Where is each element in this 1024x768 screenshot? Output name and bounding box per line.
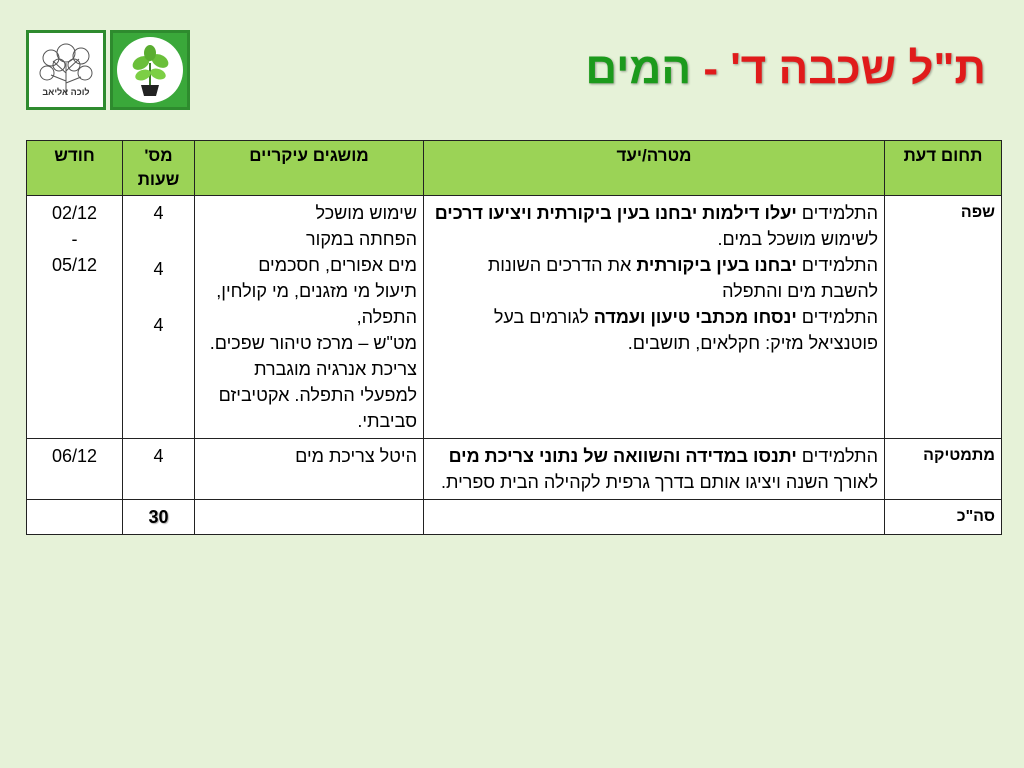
total-empty-goal [424,500,885,535]
hours-value: 4 [153,259,164,279]
title-topic: המים [585,44,692,93]
concept-item: שימוש מושכל [315,203,417,223]
cell-hours [123,196,195,439]
cell-goal [424,196,885,439]
concept-item: צריכת אנרגיה מוגברת למפעלי התפלה. אקטיביזם סביבתי. [218,359,417,431]
goal-item: התלמידים ינסחו מכתבי טיעון ועמדה לגורמים בעל פוטנציאל מזיק: חקלאים, תושבים. [493,307,878,353]
page-title [585,44,986,94]
goal-item: התלמידים יתנסו במדידה והשוואה של נתוני צריכת מים לאורך השנה ויציגו אותם בדרך גרפית לקהילה הבית ספרית. [441,446,878,492]
month-end: 05/12 [51,255,98,275]
total-hours-cell [123,500,195,535]
header-concepts: מושגים עיקריים [195,141,424,196]
curriculum-table [26,140,1002,535]
school-logo-caption: לוכה אליאב [42,87,90,97]
cell-goal [424,439,885,500]
hours-value: 4 [153,315,164,335]
header-month: חודש [27,141,123,196]
total-empty-month [27,500,123,535]
month-start: 02/12 [51,203,98,223]
header-subject: תחום דעת [885,141,1002,196]
potted-plant-icon [113,33,187,107]
table-row [27,196,1002,439]
concept-item: הפחתה במקור [306,229,417,249]
cell-concepts [195,196,424,439]
cell-month [27,196,123,439]
plant-logo [110,30,190,110]
concept-item: מט"ש – מרכז טיהור שפכים. [209,333,417,353]
cell-subject: שפה [885,196,1002,439]
total-hours: 30 [148,507,169,527]
table-total-row [27,500,1002,535]
concept-item: היטל צריכת מים [295,446,417,466]
month-separator: - [71,229,78,249]
header-goal: מטרה/יעד [424,141,885,196]
cell-hours: 4 [123,439,195,500]
goal-item: התלמידים יבחנו בעין ביקורתית את הדרכים השונות להשבת מים והתפלה [487,255,878,301]
school-logo [26,30,106,110]
cell-month: 06/12 [27,439,123,500]
goal-item: התלמידים יעלו דילמות יבחנו בעין ביקורתית ויציעו דרכים לשימוש מושכל במים. [434,203,878,249]
cell-subject: מתמטיקה [885,439,1002,500]
concept-item: תיעול מי מזגנים, מי קולחין, התפלה, [216,281,417,327]
hours-value: 4 [153,203,164,223]
table-row [27,439,1002,500]
total-label: סה"כ [885,500,1002,535]
cell-concepts [195,439,424,500]
title-grade: ת"ל שכבה ד' - [703,44,986,93]
header-hours: מס' שעות [123,141,195,196]
total-empty-concepts [195,500,424,535]
concept-item: מים אפורים, חסכמים [258,255,417,275]
table-header-row [27,141,1002,196]
